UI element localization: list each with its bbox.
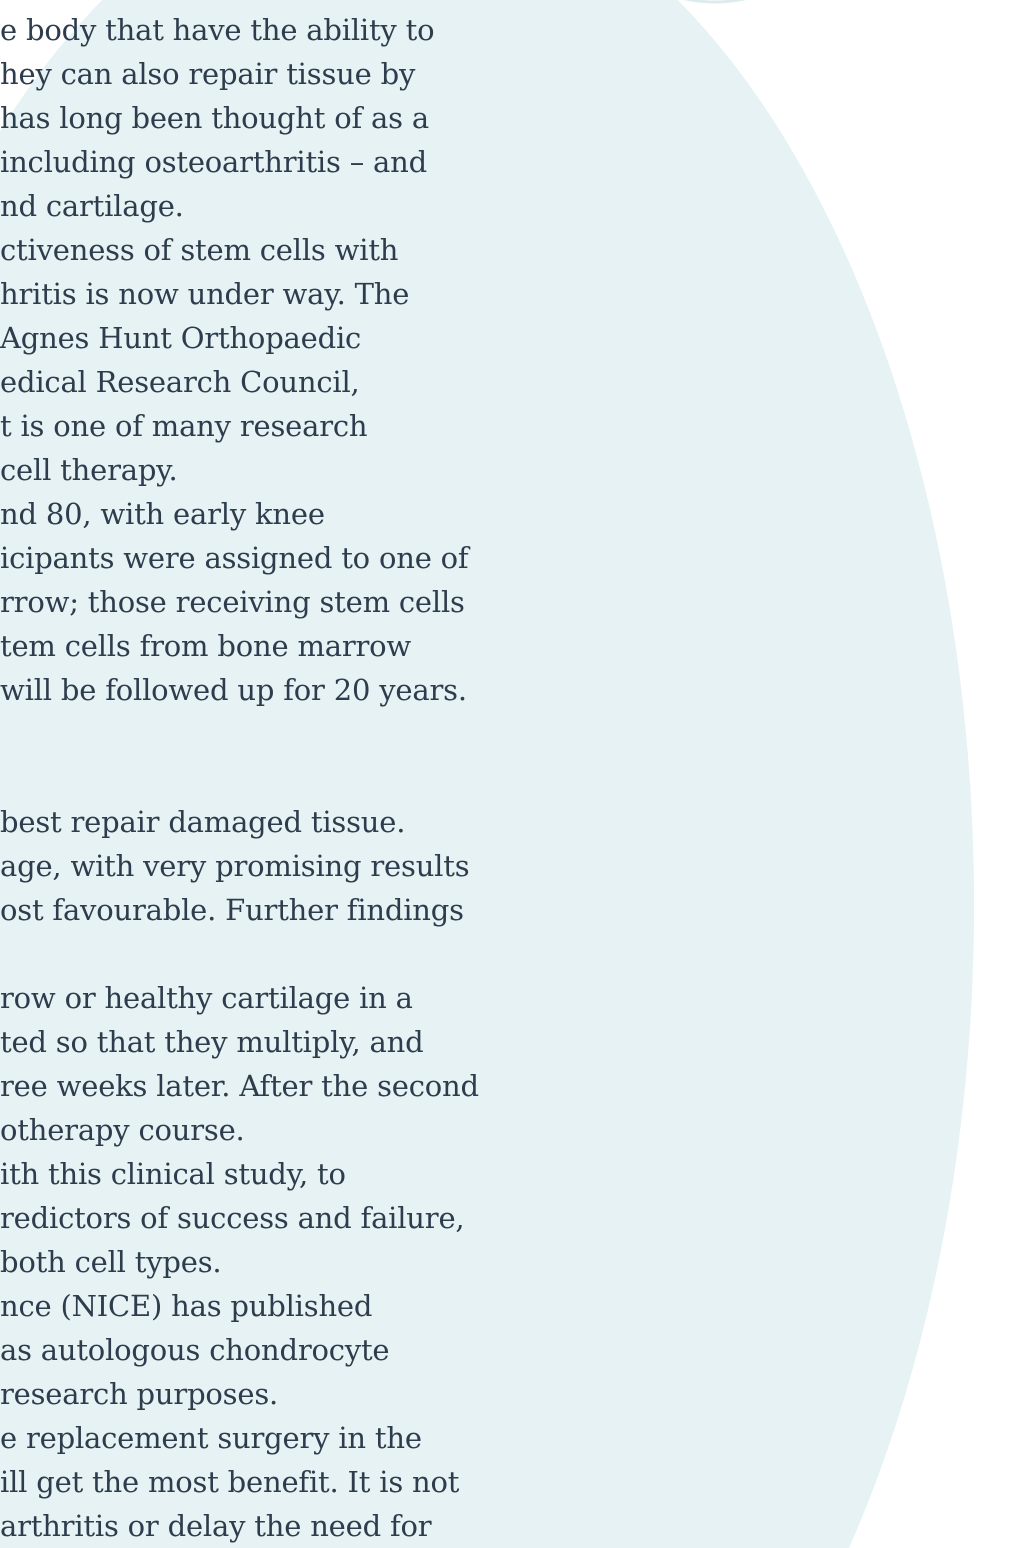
article-line: edical Research Council, [0,365,360,399]
article-line: research purposes. [0,1377,279,1411]
article-line: hritis is now under way. The [0,277,410,311]
article-line: ill get the most benefit. It is not [0,1465,460,1499]
article-line: nd 80, with early knee [0,497,325,531]
article-line: nce (NICE) has published [0,1289,373,1323]
article-line: e body that have the ability to [0,13,435,47]
article-line: best repair damaged tissue. [0,805,406,839]
article-line: otherapy course. [0,1113,245,1147]
article-line: has long been thought of as a [0,101,429,135]
article-line: as autologous chondrocyte [0,1333,390,1367]
article-line: redictors of success and failure, [0,1201,465,1235]
article-line: nd cartilage. [0,189,184,223]
article-line: will be followed up for 20 years. [0,673,467,707]
article-line: tem cells from bone marrow [0,629,412,663]
article-line: t is one of many research [0,409,368,443]
article-line: icipants were assigned to one of [0,541,469,575]
article-line: ctiveness of stem cells with [0,233,399,267]
article-line: age, with very promising results [0,849,470,883]
article-line: both cell types. [0,1245,222,1279]
article-text-column [0,0,479,1543]
article-line: cell therapy. [0,453,178,487]
article-line: ted so that they multiply, and [0,1025,424,1059]
article-line: e replacement surgery in the [0,1421,422,1455]
article-line: ith this clinical study, to [0,1157,346,1191]
article-line: ost favourable. Further findings [0,893,464,927]
article-line: ree weeks later. After the second [0,1069,479,1103]
article-line: hey can also repair tissue by [0,57,416,91]
article-line: Agnes Hunt Orthopaedic [0,321,362,355]
article-line: rrow; those receiving stem cells [0,585,465,619]
article-line: arthritis or delay the need for [0,1509,432,1543]
article-line: including osteoarthritis – and [0,145,427,179]
article-line: row or healthy cartilage in a [0,981,413,1015]
